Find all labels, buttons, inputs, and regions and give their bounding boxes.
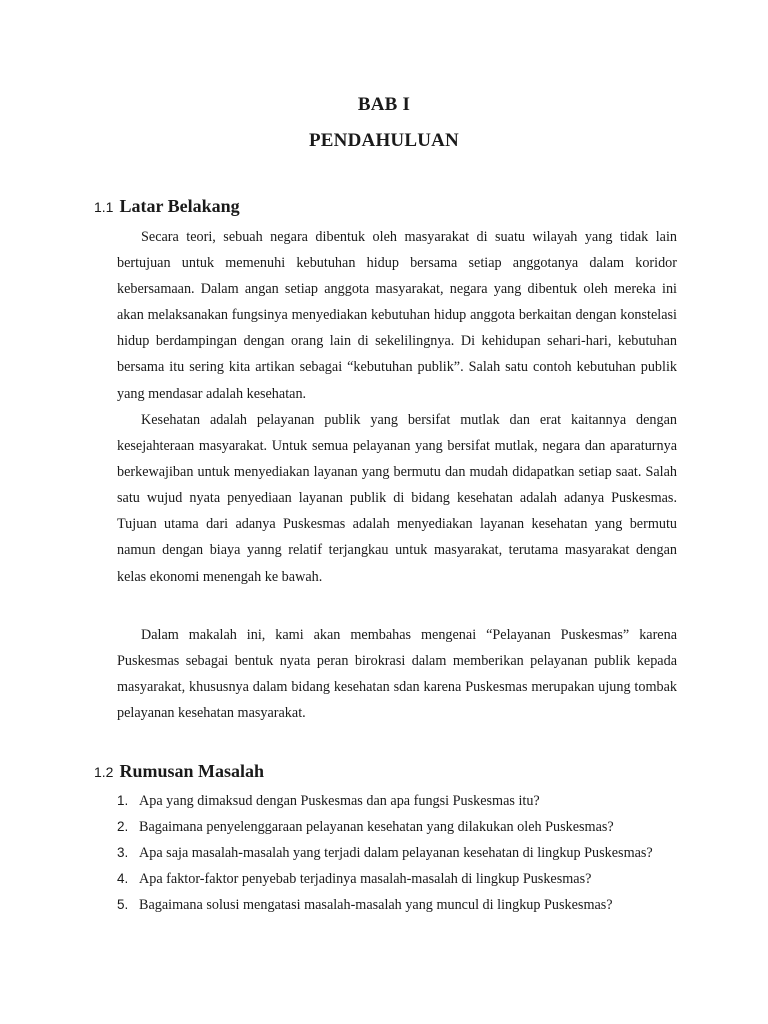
paragraph: Secara teori, sebuah negara dibentuk oleh masyarakat di suatu wilayah yang tidak lain bertujuan untuk memenuhi kebutuhan hidup bersama setiap anggotanya dalam koridor kebersamaan. Dalam angan setiap anggota masyarakat, negara yang dibentuk oleh mereka ini akan melaksanakan fungsinya menyediakan kebutuhan hidup anggota berkaitan dengan konstelasi hidup berdampingan dengan orang lain di sekelilingnya. Di kehidupan sehari-hari, kebutuhan bersama itu sering kita artikan sebagai “kebutuhan publik”. Salah satu contoh kebutuhan publik yang mendasar adalah kesehatan. (117, 229, 677, 402)
section-heading-rumusan-masalah (94, 761, 264, 782)
list-item-text: Apa saja masalah-masalah yang terjadi dalam pelayanan kesehatan di lingkup Puskesmas? (139, 845, 653, 862)
list-marker: 1. (117, 793, 129, 808)
list-item-text: Bagaimana penyelenggaraan pelayanan kesehatan yang dilakukan oleh Puskesmas? (139, 819, 614, 836)
chapter-label: BAB I (357, 94, 411, 115)
paragraph: Kesehatan adalah pelayanan publik yang bersifat mutlak dan erat kaitannya dengan kesejahteraan masyarakat. Untuk semua pelayanan yang bersifat mutlak, negara dan aparaturnya berkewajiban untuk menyediakan layanan yang bermutu dan mudah didapatkan setiap saat. Salah satu wujud nyata penyediaan layanan publik di bidang kesehatan adalah adanya Puskesmas. Tujuan utama dari adanya Puskesmas adalah menyediakan layanan kesehatan yang bermutu namun dengan biaya yanng relatif terjangkau untuk masyarakat, terutama masyarakat dengan kelas ekonomi menengah ke bawah. (117, 412, 677, 585)
list-item (117, 866, 677, 892)
list-marker: 5. (117, 897, 129, 913)
section-title: Rumusan Masalah (119, 761, 265, 781)
section-number: 1.1 (94, 199, 114, 215)
section-heading-latar-belakang (94, 196, 240, 217)
list-item (117, 814, 677, 840)
list-marker: 3. (117, 845, 129, 861)
list-marker: 2. (117, 819, 129, 835)
list-item-text: Bagaimana solusi mengatasi masalah-masalah yang muncul di lingkup Puskesmas? (139, 897, 613, 914)
list-item-text: Apa faktor-faktor penyebab terjadinya masalah-masalah di lingkup Puskesmas? (139, 871, 592, 888)
list-marker: 4. (117, 871, 129, 887)
list-item (117, 788, 677, 814)
list-item (117, 892, 677, 918)
list-item-text: Apa yang dimaksud dengan Puskesmas dan apa fungsi Puskesmas itu? (139, 793, 540, 809)
section-number: 1.2 (94, 764, 114, 780)
chapter-title: PENDAHULUAN (309, 130, 459, 151)
section-title: Latar Belakang (119, 196, 240, 216)
list-item (117, 840, 677, 866)
problem-list (117, 788, 677, 918)
paragraph: Dalam makalah ini, kami akan membahas mengenai “Pelayanan Puskesmas” karena Puskesmas sebagai bentuk nyata peran birokrasi dalam memberikan pelayanan publik kepada masyarakat, khususnya dalam bidang kesehatan sdan karena Puskesmas merupakan ujung tombak pelayanan kesehatan masyarakat. (117, 627, 677, 722)
